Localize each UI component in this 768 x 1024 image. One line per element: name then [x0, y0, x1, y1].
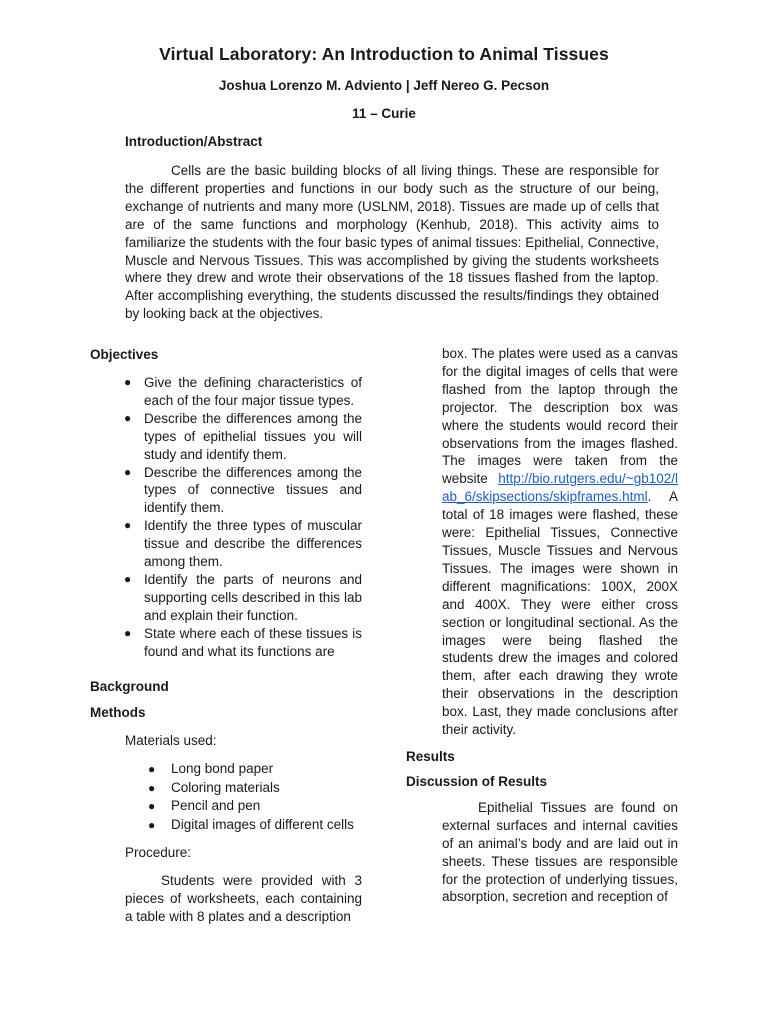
list-item [90, 797, 362, 816]
objective-text: Identify the three types of muscular tissue and describe the differences among them. [144, 518, 362, 570]
objective-text: Give the defining characteristics of each of the four major tissue types. [144, 375, 362, 408]
discussion-paragraph: Epithelial Tissues are found on external surfaces and internal cavities of an animal’s body and are laid out in sheets. These tissues are responsible for the protection of underlying tissues, absorption, secretion and reception of [442, 799, 678, 905]
objective-text: Describe the differences among the types of epithelial tissues you will study and identify them. [144, 410, 362, 462]
background-heading: Background [90, 678, 169, 694]
objective-text: State where each of these tissues is found and what its functions are [144, 625, 362, 659]
list-item [90, 816, 362, 835]
abstract-paragraph: Cells are the basic building blocks of all living things. These are responsible for the different properties and functions in our body such as the structure of our being, exchange of nutrients and many more (USLNM, 2018). Tissues are made up of cells that are of the same functions and morphology (Kenhub, 2018). This activity aims to familiarize the students with the four basic types of animal tissues: Epithelial, Connective, Muscle and Nervous Tissues. This was accomplished by giving the students worksheets where they drew and wrote their observations of the 18 tissues flashed from the laptop. After accomplishing everything, the students discussed the results/findings they obtained by looking back at the objectives. [125, 163, 659, 322]
materials-label: Materials used: [125, 732, 217, 748]
authors-line: Joshua Lorenzo M. Adviento | Jeff Nereo G. Pecson [218, 78, 550, 93]
procedure-paragraph: Students were provided with 3 pieces of worksheets, each containing a table with 8 plates and a description [125, 873, 362, 925]
list-item [90, 410, 362, 464]
methods-text-continued: . A total of 18 images were flashed, these were: Epithelial Tissues, Connective Tissues, Muscle Tissues and Nervous Tissues. The images were shown in different magnifications: 100X, 200X and 400X. They were either cross section or longitudinal sectional. As the images were being flashed the students drew the images and colored them, after each drawing they wrote their observations in the description box. Last, they made conclusions after their activity. [442, 489, 678, 738]
objectives-heading: Objectives [90, 347, 159, 362]
bullet-icon: ● [148, 762, 156, 777]
intro-heading: Introduction/Abstract [125, 134, 263, 149]
methods-continued-paragraph [406, 345, 678, 739]
material-text: Long bond paper [171, 761, 274, 777]
bullet-icon: ● [124, 464, 132, 479]
list-item [90, 374, 362, 410]
bullet-icon: ● [148, 780, 156, 795]
list-item [90, 625, 362, 661]
material-text: Pencil and pen [171, 798, 261, 814]
list-item [90, 517, 362, 571]
material-text: Coloring materials [171, 779, 280, 795]
objective-text: Describe the differences among the types of connective tissues and identify them. [144, 464, 362, 516]
bullet-icon: ● [124, 571, 132, 586]
methods-text: box. The plates were used as a canvas for the digital images of cells that were flashed from the laptop through the projector. The description box was where the students would record their observations from the images flashed. The images were taken from the website [442, 346, 678, 487]
objective-text: Identify the parts of neurons and supporting cells described in this lab and explain their function. [144, 571, 362, 623]
list-item [90, 464, 362, 518]
objectives-list [90, 374, 362, 661]
list-item [90, 779, 362, 798]
bullet-icon: ● [124, 625, 132, 640]
bullet-icon: ● [148, 817, 156, 832]
class-section: 11 – Curie [352, 106, 416, 121]
bullet-icon: ● [124, 375, 132, 389]
bullet-icon: ● [124, 410, 132, 425]
list-item [90, 571, 362, 625]
source-link[interactable]: http://bio.rutgers.edu/~gb102/lab_6/skipsections/skipframes.html [442, 471, 678, 505]
results-heading: Results [406, 748, 455, 764]
discussion-heading: Discussion of Results [406, 773, 548, 789]
bullet-icon: ● [124, 518, 132, 533]
material-text: Digital images of different cells [171, 816, 354, 832]
bullet-icon: ● [148, 799, 156, 814]
document-title: Virtual Laboratory: An Introduction to Animal Tissues [159, 44, 609, 64]
procedure-label: Procedure: [125, 845, 192, 861]
right-column [406, 345, 678, 906]
materials-list [90, 760, 362, 834]
methods-heading: Methods [90, 704, 146, 720]
left-column [90, 347, 362, 926]
list-item [90, 760, 362, 779]
